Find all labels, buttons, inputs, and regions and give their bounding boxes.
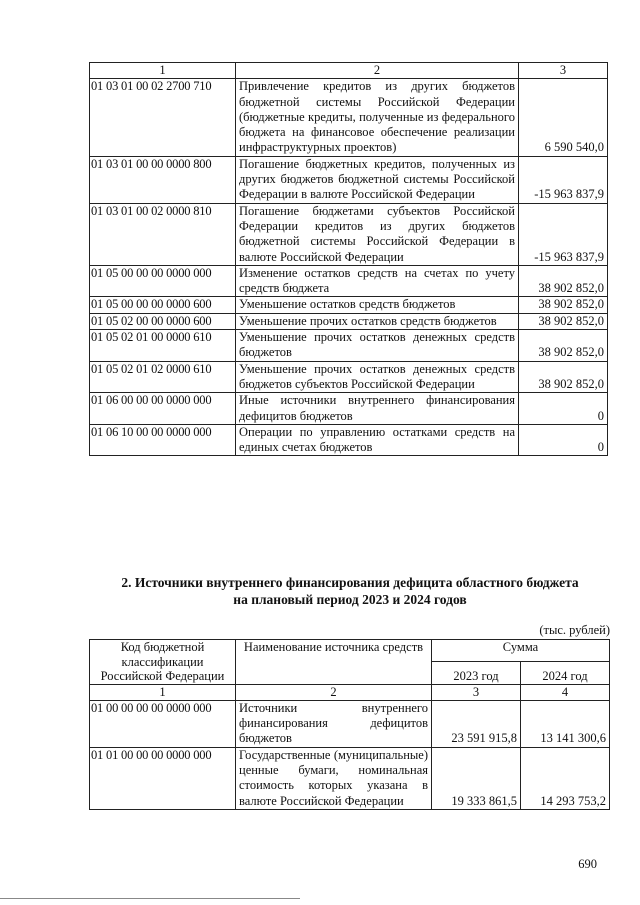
amount-cell: -15 963 837,9 [519, 203, 608, 265]
table-row [90, 313, 608, 329]
amount-2024-cell: 14 293 753,2 [521, 747, 610, 809]
amount-cell: -15 963 837,9 [519, 156, 608, 203]
sources-table-2022 [89, 62, 608, 456]
code-cell: 01 03 01 00 00 0000 800 [90, 156, 236, 203]
name-cell: Погашение бюджетных кредитов, полученных из других бюджетов бюджетной системы Российской Федерации в валюте Российской Федерации [236, 156, 519, 203]
amount-cell: 6 590 540,0 [519, 79, 608, 156]
amount-cell: 38 902 852,0 [519, 330, 608, 362]
column-numbers-row [90, 684, 610, 700]
amount-cell: 38 902 852,0 [519, 361, 608, 393]
header-code: Код бюджетной классификации Российской Федерации [90, 640, 236, 685]
code-cell: 01 03 01 00 02 0000 810 [90, 203, 236, 265]
name-cell: Изменение остатков средств на счетах по учету средств бюджета [236, 265, 519, 297]
page-number: 690 [578, 857, 597, 871]
amount-cell: 38 902 852,0 [519, 265, 608, 297]
amount-cell: 0 [519, 424, 608, 456]
column-numbers-row [90, 63, 608, 79]
name-cell: Иные источники внутреннего финансирования дефицитов бюджетов [236, 393, 519, 425]
section-heading-line1: 2. Источники внутреннего финансирования дефицита областного бюджета [121, 575, 579, 590]
amount-cell: 38 902 852,0 [519, 313, 608, 329]
code-cell: 01 01 00 00 00 0000 000 [90, 747, 236, 809]
header-sum: Сумма [432, 640, 610, 662]
amount-cell: 0 [519, 393, 608, 425]
name-cell: Уменьшение прочих остатков средств бюджетов [236, 313, 519, 329]
code-cell: 01 05 02 01 02 0000 610 [90, 361, 236, 393]
table-row [90, 361, 608, 393]
header-year-2024: 2024 год [521, 662, 610, 684]
code-cell: 01 06 00 00 00 0000 000 [90, 393, 236, 425]
table-row [90, 747, 610, 809]
amount-2023-cell: 23 591 915,8 [432, 700, 521, 747]
column-number: 1 [90, 63, 236, 79]
column-number: 2 [236, 63, 519, 79]
name-cell: Государственные (муниципальные) ценные бумаги, номинальная стоимость которых указана в валюте Российской Федерации [236, 747, 432, 809]
table-row [90, 265, 608, 297]
name-cell: Уменьшение прочих остатков денежных средств бюджетов субъектов Российской Федерации [236, 361, 519, 393]
column-number: 4 [521, 684, 610, 700]
table-row [90, 203, 608, 265]
section-heading-line2: на плановый период 2023 и 2024 годов [233, 592, 467, 607]
name-cell: Операции по управлению остатками средств на единых счетах бюджетов [236, 424, 519, 456]
name-cell: Уменьшение прочих остатков денежных средств бюджетов [236, 330, 519, 362]
table-row [90, 156, 608, 203]
table-row [90, 393, 608, 425]
code-cell: 01 05 02 01 00 0000 610 [90, 330, 236, 362]
table-row [90, 424, 608, 456]
table-row [90, 79, 608, 156]
code-cell: 01 05 00 00 00 0000 600 [90, 297, 236, 313]
header-row [90, 640, 610, 662]
amount-2024-cell: 13 141 300,6 [521, 700, 610, 747]
name-cell: Погашение бюджетами субъектов Российской Федерации кредитов из других бюджетов бюджетной системы Российской Федерации в валюте Российской Федерации [236, 203, 519, 265]
column-number: 3 [432, 684, 521, 700]
code-cell: 01 05 00 00 00 0000 000 [90, 265, 236, 297]
unit-label: (тыс. рублей) [539, 623, 610, 637]
footer-divider [0, 898, 300, 899]
column-number: 1 [90, 684, 236, 700]
amount-cell: 38 902 852,0 [519, 297, 608, 313]
name-cell: Источники внутреннего финансирования дефицитов бюджетов [236, 700, 432, 747]
code-cell: 01 00 00 00 00 0000 000 [90, 700, 236, 747]
name-cell: Привлечение кредитов из других бюджетов бюджетной системы Российской Федерации (бюджетные кредиты, полученные из федерального бюджета на финансовое обеспечение реализации инфраструктурных проектов) [236, 79, 519, 156]
table-row [90, 330, 608, 362]
header-name: Наименование источника средств [236, 640, 432, 685]
table-row [90, 700, 610, 747]
header-year-2023: 2023 год [432, 662, 521, 684]
amount-2023-cell: 19 333 861,5 [432, 747, 521, 809]
code-cell: 01 06 10 00 00 0000 000 [90, 424, 236, 456]
table-row [90, 297, 608, 313]
name-cell: Уменьшение остатков средств бюджетов [236, 297, 519, 313]
column-number: 2 [236, 684, 432, 700]
code-cell: 01 05 02 00 00 0000 600 [90, 313, 236, 329]
column-number: 3 [519, 63, 608, 79]
code-cell: 01 03 01 00 02 2700 710 [90, 79, 236, 156]
sources-table-2023-2024 [89, 639, 610, 810]
section-heading [80, 574, 620, 608]
